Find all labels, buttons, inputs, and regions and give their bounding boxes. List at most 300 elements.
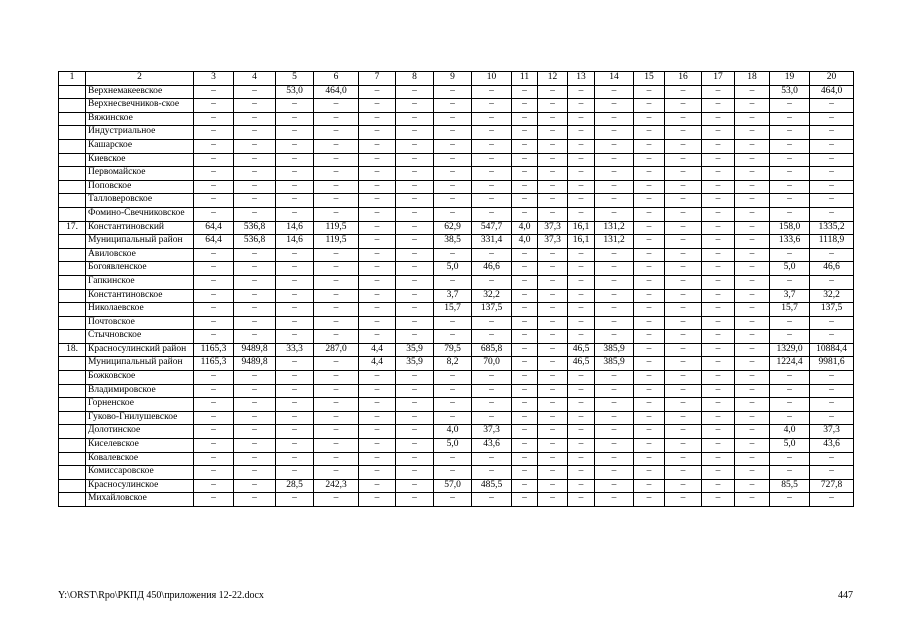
value-cell: 3,7 — [434, 289, 472, 303]
name-cell: Долотинское — [86, 425, 194, 439]
value-cell: – — [194, 99, 234, 113]
value-cell: 43,6 — [810, 439, 854, 453]
value-cell: 46,5 — [568, 357, 595, 371]
value-cell: – — [512, 167, 538, 181]
name-cell: Гапкинское — [86, 275, 194, 289]
value-cell: 685,8 — [472, 343, 512, 357]
value-cell: – — [770, 411, 810, 425]
value-cell: – — [234, 262, 276, 276]
value-cell: – — [595, 316, 634, 330]
value-cell: – — [276, 126, 314, 140]
value-cell: – — [194, 425, 234, 439]
value-cell: – — [194, 479, 234, 493]
value-cell: – — [735, 194, 770, 208]
value-cell: – — [512, 371, 538, 385]
value-cell: – — [434, 316, 472, 330]
value-cell: – — [276, 180, 314, 194]
value-cell: 5,0 — [770, 439, 810, 453]
value-cell: – — [396, 194, 434, 208]
name-cell: Вяжинское — [86, 112, 194, 126]
value-cell: – — [396, 153, 434, 167]
value-cell: – — [359, 398, 396, 412]
value-cell: – — [359, 126, 396, 140]
value-cell: – — [512, 425, 538, 439]
value-cell: – — [810, 330, 854, 344]
value-cell: – — [538, 153, 568, 167]
value-cell: – — [634, 384, 665, 398]
value-cell: – — [314, 316, 359, 330]
value-cell: – — [359, 384, 396, 398]
value-cell: – — [665, 343, 702, 357]
value-cell: – — [434, 452, 472, 466]
value-cell: 4,0 — [512, 221, 538, 235]
value-cell: – — [396, 180, 434, 194]
value-cell: – — [634, 357, 665, 371]
value-cell: – — [634, 126, 665, 140]
value-cell: – — [434, 398, 472, 412]
value-cell: – — [634, 112, 665, 126]
value-cell: – — [702, 153, 735, 167]
table-row — [59, 221, 854, 235]
value-cell: – — [735, 139, 770, 153]
value-cell: 62,9 — [434, 221, 472, 235]
value-cell: 1329,0 — [770, 343, 810, 357]
value-cell: – — [735, 99, 770, 113]
value-cell: – — [595, 153, 634, 167]
value-cell: – — [359, 275, 396, 289]
value-cell: – — [234, 330, 276, 344]
value-cell: – — [512, 384, 538, 398]
value-cell: – — [359, 316, 396, 330]
header-cell: 13 — [568, 72, 595, 86]
value-cell: – — [665, 112, 702, 126]
value-cell: – — [396, 99, 434, 113]
table-row — [59, 139, 854, 153]
value-cell: 46,5 — [568, 343, 595, 357]
value-cell: – — [472, 248, 512, 262]
value-cell: – — [472, 411, 512, 425]
value-cell: – — [276, 275, 314, 289]
value-cell: – — [665, 207, 702, 221]
value-cell: – — [434, 194, 472, 208]
name-cell: Красносулинский район — [86, 343, 194, 357]
value-cell: – — [396, 330, 434, 344]
value-cell: – — [472, 85, 512, 99]
value-cell: – — [735, 153, 770, 167]
value-cell: – — [568, 466, 595, 480]
value-cell: – — [314, 493, 359, 507]
value-cell: – — [314, 194, 359, 208]
value-cell: – — [810, 207, 854, 221]
value-cell: – — [538, 194, 568, 208]
value-cell: – — [314, 248, 359, 262]
value-cell: – — [770, 275, 810, 289]
row-number-cell — [59, 425, 86, 439]
value-cell: – — [512, 126, 538, 140]
header-cell: 18 — [735, 72, 770, 86]
value-cell: – — [634, 289, 665, 303]
value-cell: 1165,3 — [194, 343, 234, 357]
value-cell: – — [538, 452, 568, 466]
row-number-cell — [59, 248, 86, 262]
value-cell: – — [359, 99, 396, 113]
value-cell: 53,0 — [770, 85, 810, 99]
header-cell: 12 — [538, 72, 568, 86]
value-cell: 32,2 — [810, 289, 854, 303]
value-cell: – — [234, 316, 276, 330]
value-cell: – — [194, 248, 234, 262]
value-cell: – — [770, 126, 810, 140]
value-cell: 4,0 — [434, 425, 472, 439]
value-cell: – — [735, 248, 770, 262]
value-cell: 3,7 — [770, 289, 810, 303]
value-cell: – — [396, 139, 434, 153]
value-cell: – — [735, 289, 770, 303]
value-cell: – — [396, 316, 434, 330]
value-cell: – — [276, 194, 314, 208]
value-cell: 464,0 — [314, 85, 359, 99]
value-cell: – — [735, 371, 770, 385]
value-cell: – — [538, 248, 568, 262]
value-cell: – — [568, 180, 595, 194]
value-cell: – — [702, 180, 735, 194]
table-row — [59, 466, 854, 480]
row-number-cell — [59, 330, 86, 344]
value-cell: – — [810, 248, 854, 262]
value-cell: – — [568, 248, 595, 262]
value-cell: – — [472, 153, 512, 167]
value-cell: 43,6 — [472, 439, 512, 453]
value-cell: – — [810, 275, 854, 289]
value-cell: 10884,4 — [810, 343, 854, 357]
value-cell: – — [568, 316, 595, 330]
value-cell: – — [810, 99, 854, 113]
value-cell: – — [770, 248, 810, 262]
value-cell: – — [194, 207, 234, 221]
name-cell: Муниципальный район — [86, 357, 194, 371]
value-cell: – — [538, 466, 568, 480]
value-cell: – — [276, 384, 314, 398]
value-cell: 37,3 — [810, 425, 854, 439]
value-cell: – — [396, 235, 434, 249]
value-cell: – — [702, 425, 735, 439]
value-cell: – — [472, 99, 512, 113]
value-cell: – — [595, 194, 634, 208]
value-cell: – — [568, 425, 595, 439]
value-cell: – — [194, 126, 234, 140]
value-cell: – — [702, 316, 735, 330]
value-cell: – — [735, 466, 770, 480]
value-cell: – — [314, 112, 359, 126]
value-cell: 35,9 — [396, 343, 434, 357]
name-cell: Комиссаровское — [86, 466, 194, 480]
value-cell: – — [512, 85, 538, 99]
value-cell: – — [634, 371, 665, 385]
value-cell: – — [538, 371, 568, 385]
value-cell: – — [396, 289, 434, 303]
value-cell: – — [735, 303, 770, 317]
value-cell: – — [276, 371, 314, 385]
value-cell: – — [665, 384, 702, 398]
value-cell: – — [396, 411, 434, 425]
value-cell: – — [276, 99, 314, 113]
value-cell: – — [810, 126, 854, 140]
value-cell: – — [472, 207, 512, 221]
value-cell: – — [735, 384, 770, 398]
value-cell: – — [234, 384, 276, 398]
value-cell: – — [234, 411, 276, 425]
value-cell: – — [314, 262, 359, 276]
name-cell: Константиновский — [86, 221, 194, 235]
value-cell: – — [634, 235, 665, 249]
name-cell: Первомайское — [86, 167, 194, 181]
value-cell: – — [702, 493, 735, 507]
value-cell: – — [434, 153, 472, 167]
value-cell: – — [359, 452, 396, 466]
value-cell: – — [665, 425, 702, 439]
value-cell: – — [568, 384, 595, 398]
row-number-cell — [59, 371, 86, 385]
table-row — [59, 248, 854, 262]
value-cell: – — [702, 126, 735, 140]
value-cell: – — [234, 452, 276, 466]
value-cell: 1118,9 — [810, 235, 854, 249]
value-cell: – — [234, 493, 276, 507]
value-cell: – — [434, 180, 472, 194]
value-cell: – — [595, 479, 634, 493]
value-cell: 385,9 — [595, 357, 634, 371]
row-number-cell: 18. — [59, 343, 86, 357]
value-cell: – — [702, 235, 735, 249]
table-row — [59, 479, 854, 493]
value-cell: – — [276, 262, 314, 276]
value-cell: – — [234, 466, 276, 480]
value-cell: – — [314, 289, 359, 303]
value-cell: – — [472, 139, 512, 153]
value-cell: – — [194, 262, 234, 276]
value-cell: – — [538, 289, 568, 303]
value-cell: – — [568, 167, 595, 181]
value-cell: – — [194, 371, 234, 385]
table-row — [59, 303, 854, 317]
value-cell: – — [568, 85, 595, 99]
value-cell: – — [634, 398, 665, 412]
value-cell: – — [512, 180, 538, 194]
value-cell: – — [568, 275, 595, 289]
value-cell: – — [276, 167, 314, 181]
value-cell: 28,5 — [276, 479, 314, 493]
table-row — [59, 411, 854, 425]
header-cell: 9 — [434, 72, 472, 86]
value-cell: – — [634, 221, 665, 235]
value-cell: – — [512, 316, 538, 330]
value-cell: – — [770, 153, 810, 167]
name-cell: Гуково-Гнилушевское — [86, 411, 194, 425]
value-cell: 1224,4 — [770, 357, 810, 371]
value-cell: – — [434, 466, 472, 480]
value-cell: – — [702, 112, 735, 126]
value-cell: – — [735, 330, 770, 344]
value-cell: – — [735, 479, 770, 493]
value-cell: – — [276, 153, 314, 167]
value-cell: – — [702, 85, 735, 99]
value-cell: – — [702, 248, 735, 262]
value-cell: – — [396, 303, 434, 317]
row-number-cell — [59, 235, 86, 249]
value-cell: – — [595, 180, 634, 194]
value-cell: – — [634, 194, 665, 208]
row-number-cell — [59, 493, 86, 507]
value-cell: – — [234, 425, 276, 439]
value-cell: – — [538, 439, 568, 453]
value-cell: – — [595, 85, 634, 99]
table-row — [59, 167, 854, 181]
value-cell: – — [568, 439, 595, 453]
value-cell: 46,6 — [472, 262, 512, 276]
value-cell: – — [634, 439, 665, 453]
value-cell: – — [538, 357, 568, 371]
value-cell: – — [512, 439, 538, 453]
value-cell: – — [595, 330, 634, 344]
value-cell: – — [314, 425, 359, 439]
value-cell: – — [810, 139, 854, 153]
value-cell: 536,8 — [234, 235, 276, 249]
value-cell: – — [595, 439, 634, 453]
value-cell: – — [595, 425, 634, 439]
value-cell: – — [634, 330, 665, 344]
table-row — [59, 425, 854, 439]
value-cell: – — [810, 371, 854, 385]
value-cell: – — [276, 466, 314, 480]
value-cell: 287,0 — [314, 343, 359, 357]
table-row — [59, 439, 854, 453]
value-cell: – — [735, 439, 770, 453]
value-cell: – — [314, 275, 359, 289]
value-cell: – — [194, 167, 234, 181]
value-cell: – — [770, 466, 810, 480]
value-cell: – — [665, 398, 702, 412]
value-cell: – — [512, 248, 538, 262]
value-cell: – — [396, 425, 434, 439]
value-cell: – — [359, 289, 396, 303]
value-cell: – — [634, 466, 665, 480]
value-cell: – — [665, 479, 702, 493]
table-row — [59, 85, 854, 99]
value-cell: – — [568, 207, 595, 221]
value-cell: – — [396, 479, 434, 493]
value-cell: – — [396, 384, 434, 398]
value-cell: – — [234, 153, 276, 167]
value-cell: – — [538, 425, 568, 439]
value-cell: – — [665, 466, 702, 480]
value-cell: – — [359, 112, 396, 126]
value-cell: – — [595, 262, 634, 276]
row-number-cell: 17. — [59, 221, 86, 235]
value-cell: – — [538, 493, 568, 507]
value-cell: – — [770, 99, 810, 113]
value-cell: 727,8 — [810, 479, 854, 493]
value-cell: – — [472, 180, 512, 194]
value-cell: – — [810, 384, 854, 398]
value-cell: – — [434, 207, 472, 221]
value-cell: 16,1 — [568, 235, 595, 249]
value-cell: 242,3 — [314, 479, 359, 493]
value-cell: – — [276, 452, 314, 466]
name-cell: Кашарское — [86, 139, 194, 153]
value-cell: – — [595, 112, 634, 126]
value-cell: – — [810, 112, 854, 126]
value-cell: – — [359, 425, 396, 439]
row-number-cell — [59, 153, 86, 167]
value-cell: – — [359, 194, 396, 208]
value-cell: – — [568, 411, 595, 425]
value-cell: 53,0 — [276, 85, 314, 99]
value-cell: – — [665, 289, 702, 303]
value-cell: – — [234, 207, 276, 221]
value-cell: – — [595, 167, 634, 181]
value-cell: 64,4 — [194, 221, 234, 235]
value-cell: 15,7 — [434, 303, 472, 317]
header-cell: 14 — [595, 72, 634, 86]
value-cell: – — [595, 466, 634, 480]
header-cell: 16 — [665, 72, 702, 86]
value-cell: – — [512, 330, 538, 344]
value-cell: – — [234, 439, 276, 453]
value-cell: – — [634, 180, 665, 194]
value-cell: – — [665, 167, 702, 181]
value-cell: – — [538, 180, 568, 194]
value-cell: – — [314, 384, 359, 398]
value-cell: – — [538, 139, 568, 153]
value-cell: – — [234, 398, 276, 412]
value-cell: – — [702, 371, 735, 385]
value-cell: – — [194, 466, 234, 480]
value-cell: – — [234, 248, 276, 262]
value-cell: – — [595, 371, 634, 385]
value-cell: 37,3 — [538, 221, 568, 235]
value-cell: – — [434, 112, 472, 126]
value-cell: – — [472, 316, 512, 330]
value-cell: – — [735, 235, 770, 249]
value-cell: – — [634, 479, 665, 493]
value-cell: – — [634, 167, 665, 181]
value-cell: – — [512, 99, 538, 113]
value-cell: – — [396, 398, 434, 412]
value-cell: – — [194, 316, 234, 330]
value-cell: – — [434, 275, 472, 289]
value-cell: – — [512, 275, 538, 289]
value-cell: – — [472, 167, 512, 181]
row-number-cell — [59, 357, 86, 371]
row-number-cell — [59, 275, 86, 289]
value-cell: – — [595, 207, 634, 221]
value-cell: – — [702, 452, 735, 466]
value-cell: – — [359, 235, 396, 249]
table-row — [59, 194, 854, 208]
value-cell: – — [359, 493, 396, 507]
value-cell: – — [512, 262, 538, 276]
value-cell: – — [665, 275, 702, 289]
table-row — [59, 99, 854, 113]
value-cell: – — [359, 167, 396, 181]
name-cell: Владимировское — [86, 384, 194, 398]
value-cell: 38,5 — [434, 235, 472, 249]
value-cell: – — [359, 153, 396, 167]
value-cell: – — [735, 126, 770, 140]
value-cell: – — [538, 126, 568, 140]
value-cell: – — [314, 180, 359, 194]
value-cell: 33,3 — [276, 343, 314, 357]
